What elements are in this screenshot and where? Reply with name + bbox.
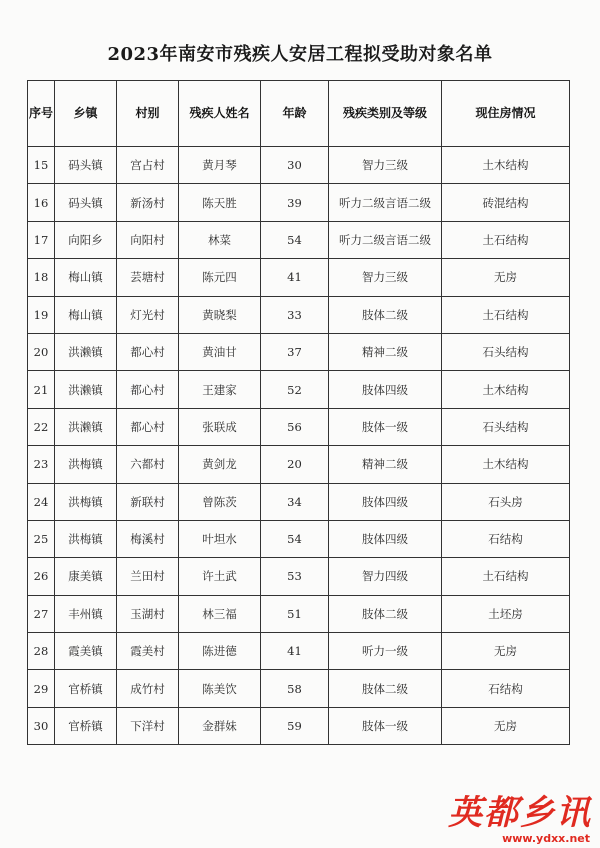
cell-col-township: 码头镇 — [55, 147, 117, 184]
cell-col-name: 张联成 — [179, 408, 261, 445]
cell-col-index: 23 — [28, 446, 55, 483]
cell-col-age: 51 — [261, 595, 329, 632]
cell-col-index: 29 — [28, 670, 55, 707]
document-title: 2023年南安市残疾人安居工程拟受助对象名单 — [107, 44, 493, 65]
cell-col-disability: 肢体二级 — [329, 595, 442, 632]
cell-col-village: 霞美村 — [117, 633, 179, 670]
cell-col-village: 梅溪村 — [117, 520, 179, 557]
cell-col-disability: 听力二级言语二级 — [329, 221, 442, 258]
cell-col-village: 向阳村 — [117, 221, 179, 258]
cell-col-housing: 石结构 — [442, 670, 570, 707]
cell-col-age: 56 — [261, 408, 329, 445]
table-row — [28, 147, 570, 184]
cell-col-village: 新联村 — [117, 483, 179, 520]
watermark-logo: 英都乡讯 — [448, 793, 592, 833]
cell-col-age: 41 — [261, 633, 329, 670]
header-col-township: 乡镇 — [55, 81, 117, 147]
table-row — [28, 184, 570, 221]
table-row — [28, 707, 570, 744]
cell-col-disability: 肢体二级 — [329, 670, 442, 707]
table-row — [28, 371, 570, 408]
header-col-age: 年龄 — [261, 81, 329, 147]
cell-col-age: 20 — [261, 446, 329, 483]
cell-col-village: 新汤村 — [117, 184, 179, 221]
cell-col-housing: 土石结构 — [442, 296, 570, 333]
cell-col-age: 39 — [261, 184, 329, 221]
cell-col-township: 官桥镇 — [55, 707, 117, 744]
cell-col-housing: 石头房 — [442, 483, 570, 520]
cell-col-disability: 智力三级 — [329, 259, 442, 296]
cell-col-housing: 无房 — [442, 707, 570, 744]
table-row — [28, 221, 570, 258]
cell-col-housing: 无房 — [442, 633, 570, 670]
header-col-name: 残疾人姓名 — [179, 81, 261, 147]
cell-col-index: 17 — [28, 221, 55, 258]
cell-col-age: 30 — [261, 147, 329, 184]
table-row — [28, 333, 570, 370]
cell-col-village: 都心村 — [117, 333, 179, 370]
header-col-disability: 残疾类别及等级 — [329, 81, 442, 147]
cell-col-disability: 肢体四级 — [329, 371, 442, 408]
cell-col-township: 梅山镇 — [55, 296, 117, 333]
cell-col-housing: 土石结构 — [442, 558, 570, 595]
cell-col-name: 陈美饮 — [179, 670, 261, 707]
cell-col-village: 芸塘村 — [117, 259, 179, 296]
cell-col-name: 黄油甘 — [179, 333, 261, 370]
cell-col-name: 陈元四 — [179, 259, 261, 296]
header-col-index: 序号 — [28, 81, 55, 147]
cell-col-village: 成竹村 — [117, 670, 179, 707]
table-row — [28, 633, 570, 670]
cell-col-disability: 肢体四级 — [329, 520, 442, 557]
cell-col-township: 洪濑镇 — [55, 333, 117, 370]
cell-col-name: 林三福 — [179, 595, 261, 632]
cell-col-index: 28 — [28, 633, 55, 670]
table-row — [28, 446, 570, 483]
cell-col-age: 53 — [261, 558, 329, 595]
table-row — [28, 408, 570, 445]
cell-col-name: 黄晓梨 — [179, 296, 261, 333]
cell-col-housing: 土木结构 — [442, 446, 570, 483]
cell-col-age: 52 — [261, 371, 329, 408]
table-row — [28, 483, 570, 520]
cell-col-village: 灯光村 — [117, 296, 179, 333]
cell-col-age: 54 — [261, 520, 329, 557]
cell-col-housing: 砖混结构 — [442, 184, 570, 221]
cell-col-housing: 石头结构 — [442, 408, 570, 445]
beneficiary-table — [27, 80, 570, 745]
cell-col-township: 康美镇 — [55, 558, 117, 595]
cell-col-age: 37 — [261, 333, 329, 370]
cell-col-village: 下洋村 — [117, 707, 179, 744]
cell-col-disability: 肢体一级 — [329, 707, 442, 744]
cell-col-age: 54 — [261, 221, 329, 258]
cell-col-disability: 听力一级 — [329, 633, 442, 670]
cell-col-township: 洪濑镇 — [55, 408, 117, 445]
cell-col-index: 22 — [28, 408, 55, 445]
cell-col-index: 21 — [28, 371, 55, 408]
table-row — [28, 259, 570, 296]
table-row — [28, 520, 570, 557]
cell-col-index: 26 — [28, 558, 55, 595]
table-body — [28, 147, 570, 745]
cell-col-name: 陈进德 — [179, 633, 261, 670]
cell-col-age: 41 — [261, 259, 329, 296]
cell-col-township: 洪梅镇 — [55, 483, 117, 520]
cell-col-township: 向阳乡 — [55, 221, 117, 258]
cell-col-township: 官桥镇 — [55, 670, 117, 707]
cell-col-age: 58 — [261, 670, 329, 707]
cell-col-housing: 石头结构 — [442, 333, 570, 370]
cell-col-name: 许土武 — [179, 558, 261, 595]
cell-col-disability: 精神二级 — [329, 333, 442, 370]
cell-col-index: 25 — [28, 520, 55, 557]
cell-col-name: 金群妹 — [179, 707, 261, 744]
cell-col-housing: 土坯房 — [442, 595, 570, 632]
cell-col-housing: 无房 — [442, 259, 570, 296]
cell-col-disability: 肢体二级 — [329, 296, 442, 333]
cell-col-age: 59 — [261, 707, 329, 744]
cell-col-name: 黄月琴 — [179, 147, 261, 184]
cell-col-index: 16 — [28, 184, 55, 221]
watermark-url: www.ydxx.net — [502, 832, 590, 845]
cell-col-township: 洪濑镇 — [55, 371, 117, 408]
cell-col-disability: 肢体四级 — [329, 483, 442, 520]
table-row — [28, 296, 570, 333]
cell-col-name: 黄剑龙 — [179, 446, 261, 483]
table-row — [28, 670, 570, 707]
cell-col-township: 码头镇 — [55, 184, 117, 221]
cell-col-index: 20 — [28, 333, 55, 370]
cell-col-village: 六都村 — [117, 446, 179, 483]
header-col-village: 村别 — [117, 81, 179, 147]
cell-col-name: 叶坦水 — [179, 520, 261, 557]
cell-col-index: 15 — [28, 147, 55, 184]
cell-col-name: 陈天胜 — [179, 184, 261, 221]
cell-col-housing: 石结构 — [442, 520, 570, 557]
cell-col-village: 兰田村 — [117, 558, 179, 595]
cell-col-village: 玉湖村 — [117, 595, 179, 632]
cell-col-township: 梅山镇 — [55, 259, 117, 296]
cell-col-township: 洪梅镇 — [55, 520, 117, 557]
cell-col-index: 27 — [28, 595, 55, 632]
cell-col-village: 都心村 — [117, 408, 179, 445]
table-header-row — [28, 81, 570, 147]
cell-col-disability: 智力三级 — [329, 147, 442, 184]
cell-col-housing: 土木结构 — [442, 371, 570, 408]
table-row — [28, 595, 570, 632]
cell-col-name: 林菜 — [179, 221, 261, 258]
cell-col-township: 丰州镇 — [55, 595, 117, 632]
cell-col-name: 曾陈茨 — [179, 483, 261, 520]
cell-col-housing: 土石结构 — [442, 221, 570, 258]
cell-col-age: 34 — [261, 483, 329, 520]
cell-col-township: 洪梅镇 — [55, 446, 117, 483]
cell-col-index: 18 — [28, 259, 55, 296]
cell-col-disability: 智力四级 — [329, 558, 442, 595]
cell-col-disability: 精神二级 — [329, 446, 442, 483]
cell-col-name: 王建家 — [179, 371, 261, 408]
cell-col-housing: 土木结构 — [442, 147, 570, 184]
cell-col-village: 宫占村 — [117, 147, 179, 184]
cell-col-age: 33 — [261, 296, 329, 333]
cell-col-index: 24 — [28, 483, 55, 520]
cell-col-index: 19 — [28, 296, 55, 333]
cell-col-township: 霞美镇 — [55, 633, 117, 670]
table-row — [28, 558, 570, 595]
cell-col-index: 30 — [28, 707, 55, 744]
cell-col-disability: 听力二级言语二级 — [329, 184, 442, 221]
header-col-housing: 现住房情况 — [442, 81, 570, 147]
cell-col-disability: 肢体一级 — [329, 408, 442, 445]
cell-col-village: 都心村 — [117, 371, 179, 408]
